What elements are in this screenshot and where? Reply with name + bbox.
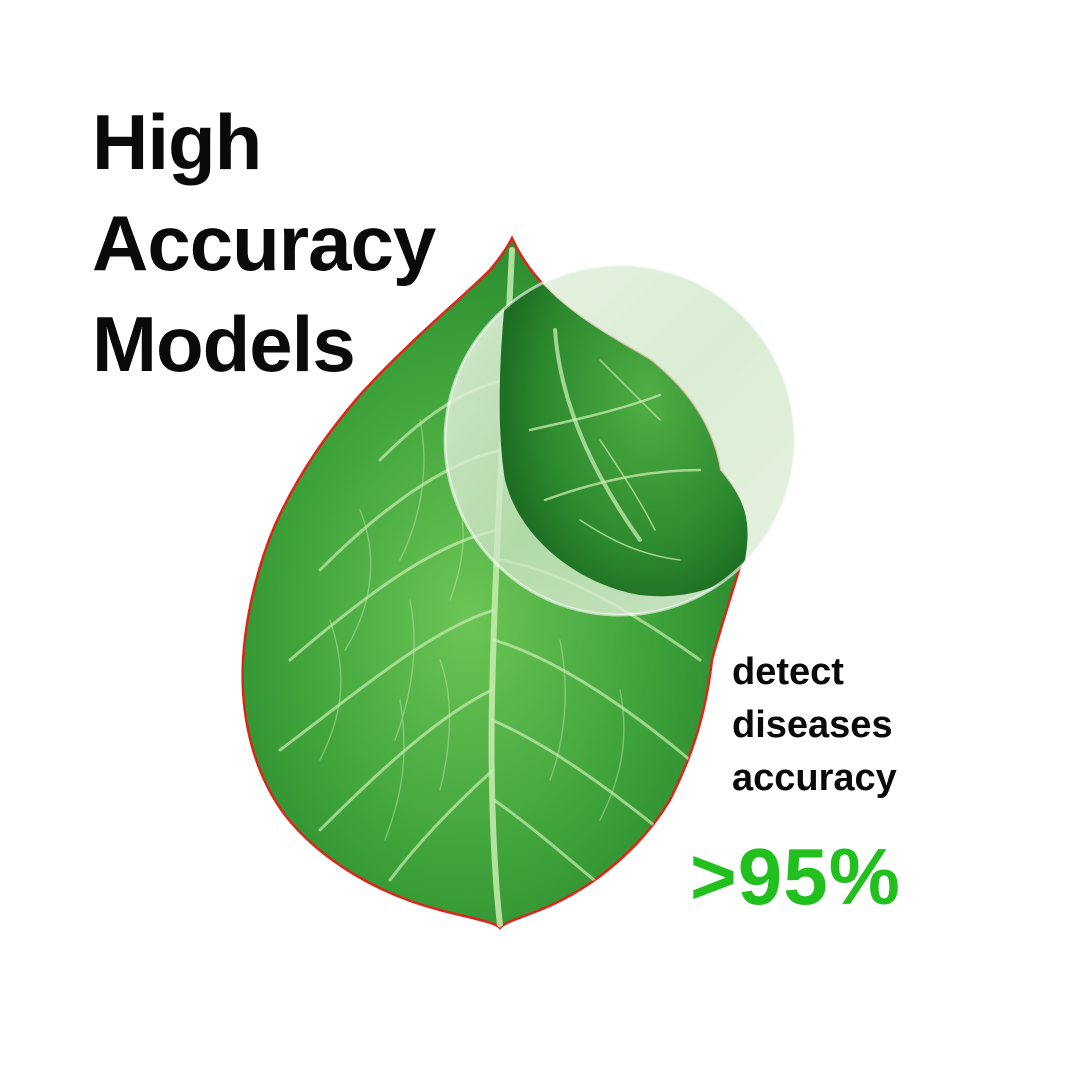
headline-line-3: Models <box>92 300 355 388</box>
headline <box>92 92 435 395</box>
accuracy-metric: >95% <box>690 832 901 921</box>
caption-line-1: detect <box>732 651 844 693</box>
caption-line-2: diseases <box>732 704 893 746</box>
detection-caption <box>732 646 897 805</box>
caption-line-3: accuracy <box>732 757 897 799</box>
headline-line-1: High <box>92 98 262 186</box>
headline-line-2: Accuracy <box>92 199 436 287</box>
